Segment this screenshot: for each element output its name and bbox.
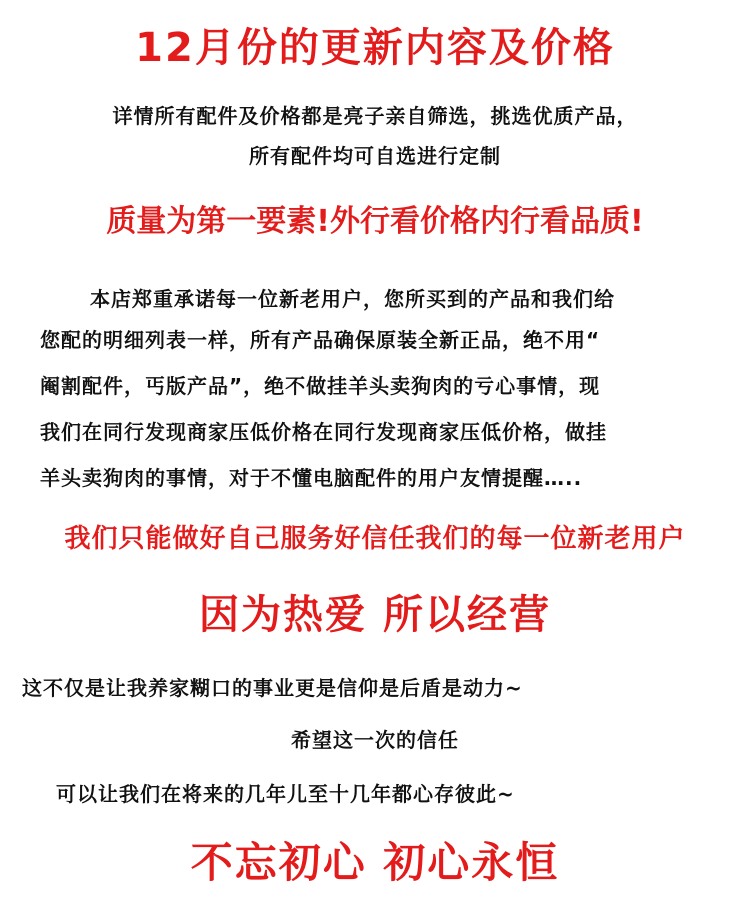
closing-line-3: 可以让我们在将来的几年儿至十几年都心存彼此~	[56, 782, 515, 806]
intro-line-2: 所有配件均可自选进行定制	[249, 144, 501, 168]
closing-line-2: 希望这一次的信任	[291, 728, 459, 752]
service-slogan: 我们只能做好自己服务好信任我们的每一位新老用户	[64, 524, 686, 554]
promise-line-2: 您配的明细列表一样，所有产品确保原装全新正品，绝不用“	[40, 328, 601, 352]
intro-line-1: 详情所有配件及价格都是亮子亲自筛选，挑选优质产品，	[112, 104, 638, 128]
love-slogan: 因为热爱 所以经营	[199, 592, 551, 638]
promise-line-1: 本店郑重承诺每一位新老用户，您所买到的产品和我们给	[90, 287, 615, 311]
quality-slogan: 质量为第一要素!外行看价格内行看品质!	[106, 204, 644, 239]
promise-line-4: 我们在同行发现商家压低价格在同行发现商家压低价格，做挂	[40, 420, 607, 444]
promise-line-3: 阉割配件，丐版产品”，绝不做挂羊头卖狗肉的亏心事情，现	[40, 374, 601, 398]
final-slogan: 不忘初心 初心永恒	[190, 838, 560, 887]
closing-line-1: 这不仅是让我养家糊口的事业更是信仰是后盾是动力~	[22, 676, 523, 700]
page-title: 12月份的更新内容及价格	[135, 25, 615, 71]
promise-line-5: 羊头卖狗肉的事情，对于不懂电脑配件的用户友情提醒…..	[40, 466, 583, 490]
